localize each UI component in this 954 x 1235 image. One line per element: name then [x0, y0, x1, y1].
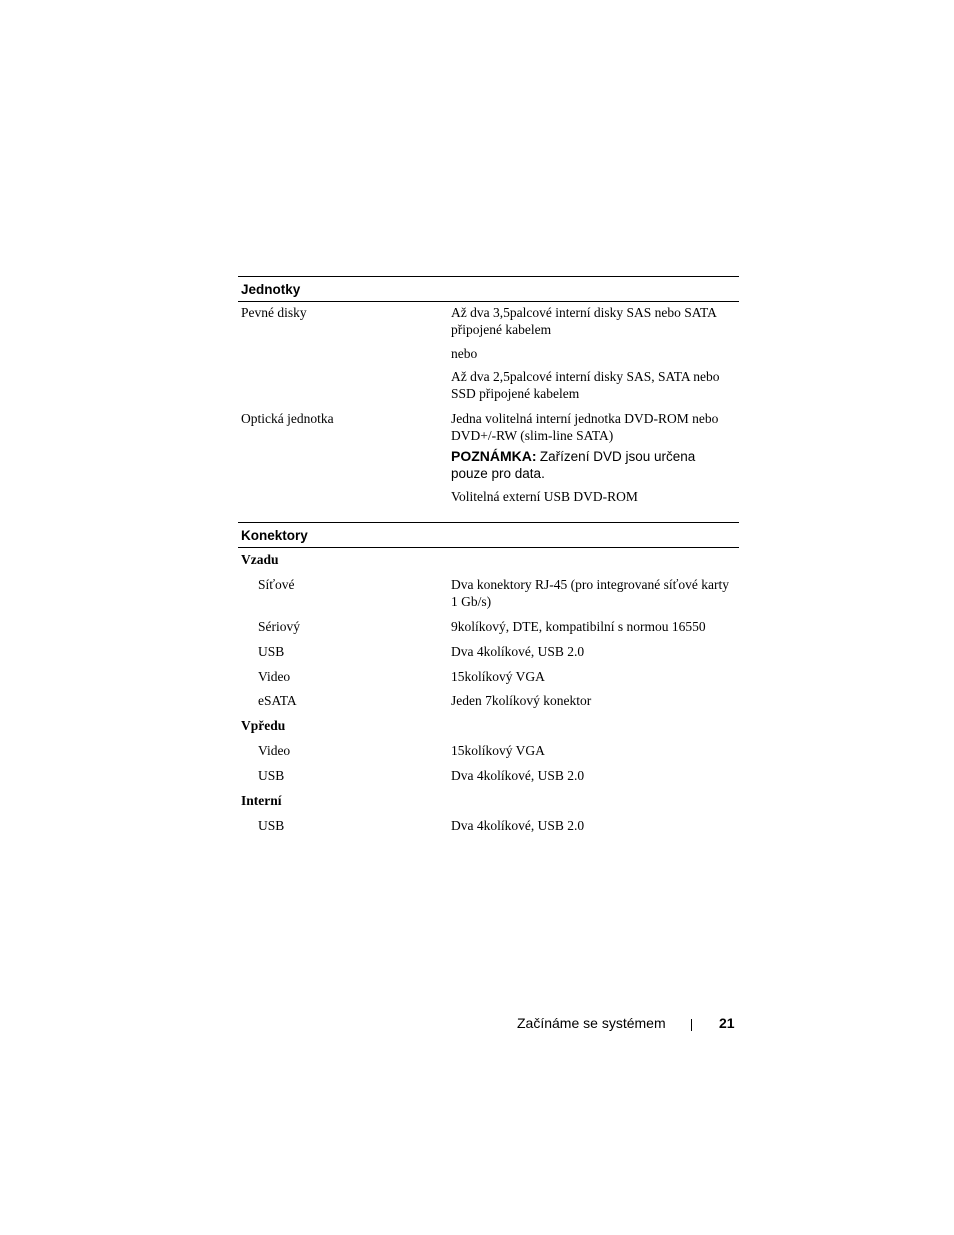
back-usb-value: Dva 4kolíkové, USB 2.0 [451, 644, 585, 659]
serial-label: Sériový [258, 619, 300, 634]
note-text: pouze pro data. [451, 466, 545, 481]
page-footer [0, 1015, 954, 1035]
footer-title: Začínáme se systémem [517, 1015, 666, 1031]
network-line: Dva konektory RJ-45 (pro integrované síťové karty [451, 577, 729, 592]
back-video-label: Video [258, 669, 291, 684]
internal-label: Interní [241, 793, 282, 808]
hard-drives-line: připojené kabelem [451, 322, 552, 337]
optical-drive-label: Optická jednotka [241, 411, 334, 426]
hard-drives-line: Až dva 3,5palcové interní disky SAS nebo SATA [451, 305, 717, 320]
drives-table [238, 276, 739, 506]
note-text: Zařízení DVD jsou určena [539, 449, 696, 464]
esata-label: eSATA [258, 693, 297, 708]
front-video-label: Video [258, 743, 291, 758]
optical-drive-line: Jedna volitelná interní jednotka DVD-ROM nebo [451, 411, 719, 426]
internal-usb-value: Dva 4kolíkové, USB 2.0 [451, 818, 585, 833]
hard-drives-or: nebo [451, 346, 478, 361]
drives-heading: Jednotky [238, 276, 739, 302]
connectors-heading: Konektory [238, 522, 739, 548]
back-usb-label: USB [258, 644, 285, 659]
back-label: Vzadu [241, 552, 279, 567]
hard-drives-line: Až dva 2,5palcové interní disky SAS, SATA nebo [451, 369, 720, 384]
internal-usb-label: USB [258, 818, 285, 833]
front-video-value: 15kolíkový VGA [451, 743, 545, 758]
optical-drive-line: DVD+/-RW (slim-line SATA) [451, 428, 614, 443]
connectors-table [238, 522, 739, 842]
page-number: 21 [719, 1015, 735, 1031]
network-label: Síťové [258, 577, 295, 592]
note-lead: POZNÁMKA: [451, 448, 537, 464]
front-usb-label: USB [258, 768, 285, 783]
hard-drives-value [451, 304, 739, 402]
hard-drives-label: Pevné disky [241, 305, 307, 320]
back-video-value: 15kolíkový VGA [451, 669, 545, 684]
front-usb-value: Dva 4kolíkové, USB 2.0 [451, 768, 585, 783]
optical-drive-note [451, 448, 739, 465]
esata-value: Jeden 7kolíkový konektor [451, 693, 592, 708]
footer-separator [691, 1019, 692, 1031]
optical-external: Volitelná externí USB DVD-ROM [451, 489, 638, 504]
network-line: 1 Gb/s) [451, 594, 492, 609]
front-label: Vpředu [241, 718, 286, 733]
serial-value: 9kolíkový, DTE, kompatibilní s normou 16550 [451, 619, 706, 634]
optical-drive-value [451, 410, 739, 505]
hard-drives-line: SSD připojené kabelem [451, 386, 580, 401]
network-value [451, 576, 739, 610]
